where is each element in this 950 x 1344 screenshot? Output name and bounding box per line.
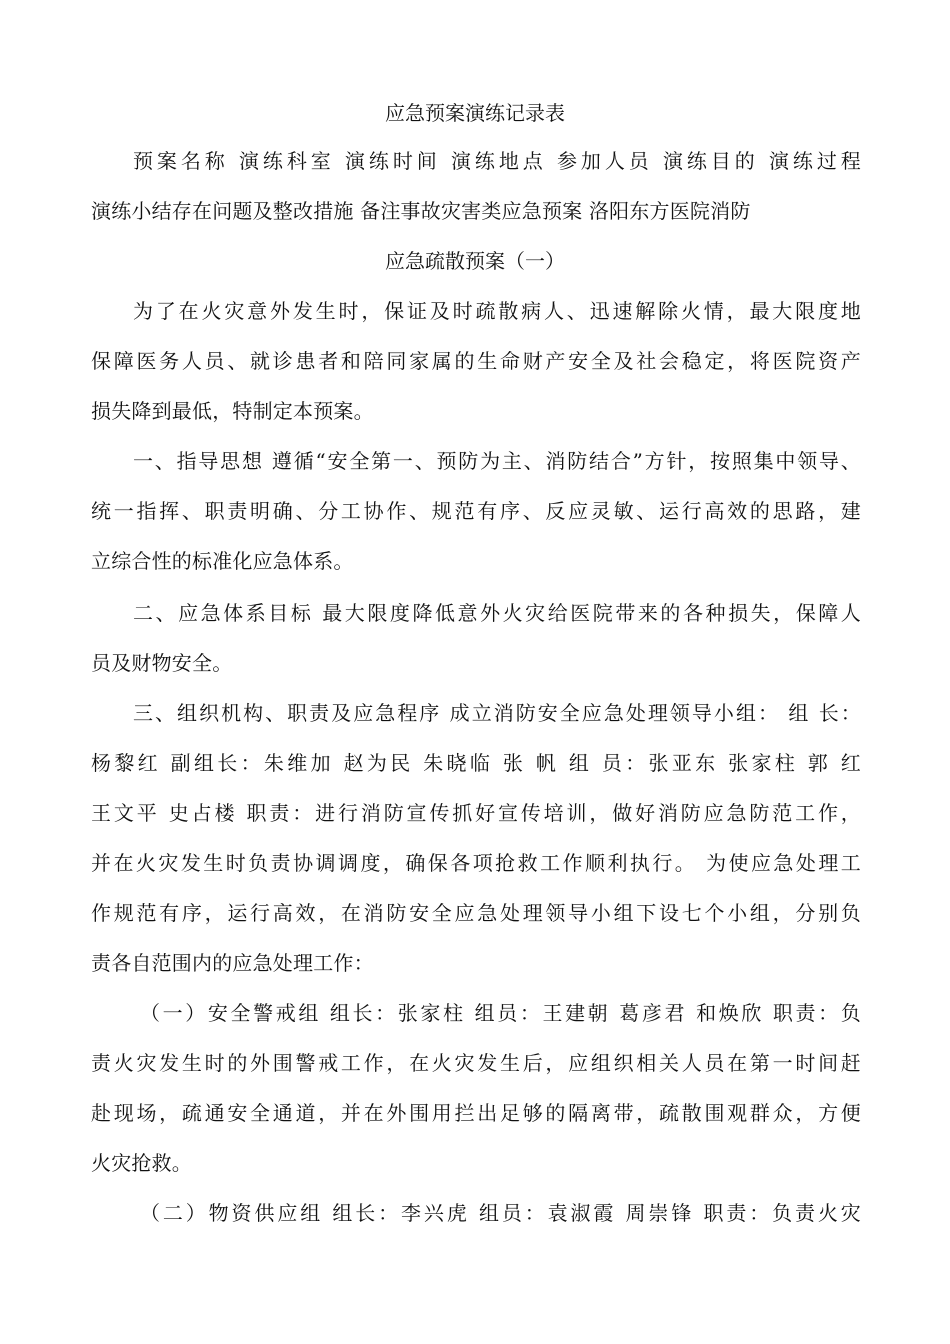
group1-line: 责火灾发生时的外围警戒工作，在火灾发生后，应组织相关人员在第一时间赶 bbox=[91, 1051, 861, 1075]
section2-line: 员及财物安全。 bbox=[91, 651, 233, 675]
section3-line: 杨黎红 副组长：朱维加 赵为民 朱晓临 张 帆 组 员：张亚东 张家柱 郭 红 bbox=[91, 751, 861, 775]
section1-line: 统一指挥、职责明确、分工协作、规范有序、反应灵敏、运行高效的思路，建 bbox=[91, 499, 861, 523]
section-subtitle: 应急疏散预案（一） bbox=[385, 249, 565, 273]
section3-line: 并在火灾发生时负责协调调度，确保各项抢救工作顺利执行。 为使应急处理工 bbox=[91, 851, 861, 875]
group2-line: （二）物资供应组 组长：李兴虎 组员：袁淑霞 周崇锋 职责：负责火灾 bbox=[140, 1201, 861, 1225]
form-fields-line-2: 演练小结存在问题及整改措施 备注事故灾害类应急预案 洛阳东方医院消防 bbox=[91, 199, 751, 223]
form-fields-line-1: 预案名称 演练科室 演练时间 演练地点 参加人员 演练目的 演练过程 bbox=[133, 149, 861, 173]
group1-line: 火灾抢救。 bbox=[91, 1151, 192, 1175]
group1-line: （一）安全警戒组 组长：张家柱 组员：王建朝 葛彦君 和焕欣 职责：负 bbox=[140, 1001, 861, 1025]
section1-line: 立综合性的标准化应急体系。 bbox=[91, 549, 354, 573]
section2-line: 二、应急体系目标 最大限度降低意外火灾给医院带来的各种损失，保障人 bbox=[133, 601, 861, 625]
intro-line: 保障医务人员、就诊患者和陪同家属的生命财产安全及社会稳定，将医院资产 bbox=[91, 349, 861, 373]
intro-line: 为了在火灾意外发生时，保证及时疏散病人、迅速解除火情，最大限度地 bbox=[133, 299, 861, 323]
document-title: 应急预案演练记录表 bbox=[385, 101, 565, 125]
intro-line: 损失降到最低，特制定本预案。 bbox=[91, 399, 374, 423]
section3-line: 责各自范围内的应急处理工作： bbox=[91, 951, 374, 975]
group1-line: 赴现场，疏通安全通道，并在外围用拦出足够的隔离带，疏散围观群众，方便 bbox=[91, 1101, 861, 1125]
section3-line: 三、组织机构、职责及应急程序 成立消防安全应急处理领导小组： 组 长： bbox=[133, 701, 861, 725]
section3-line: 作规范有序，运行高效，在消防安全应急处理领导小组下设七个小组，分别负 bbox=[91, 901, 861, 925]
section1-line: 一、指导思想 遵循“安全第一、预防为主、消防结合”方针，按照集中领导、 bbox=[133, 449, 861, 473]
section3-line: 王文平 史占楼 职责：进行消防宣传抓好宣传培训，做好消防应急防范工作， bbox=[91, 801, 861, 825]
